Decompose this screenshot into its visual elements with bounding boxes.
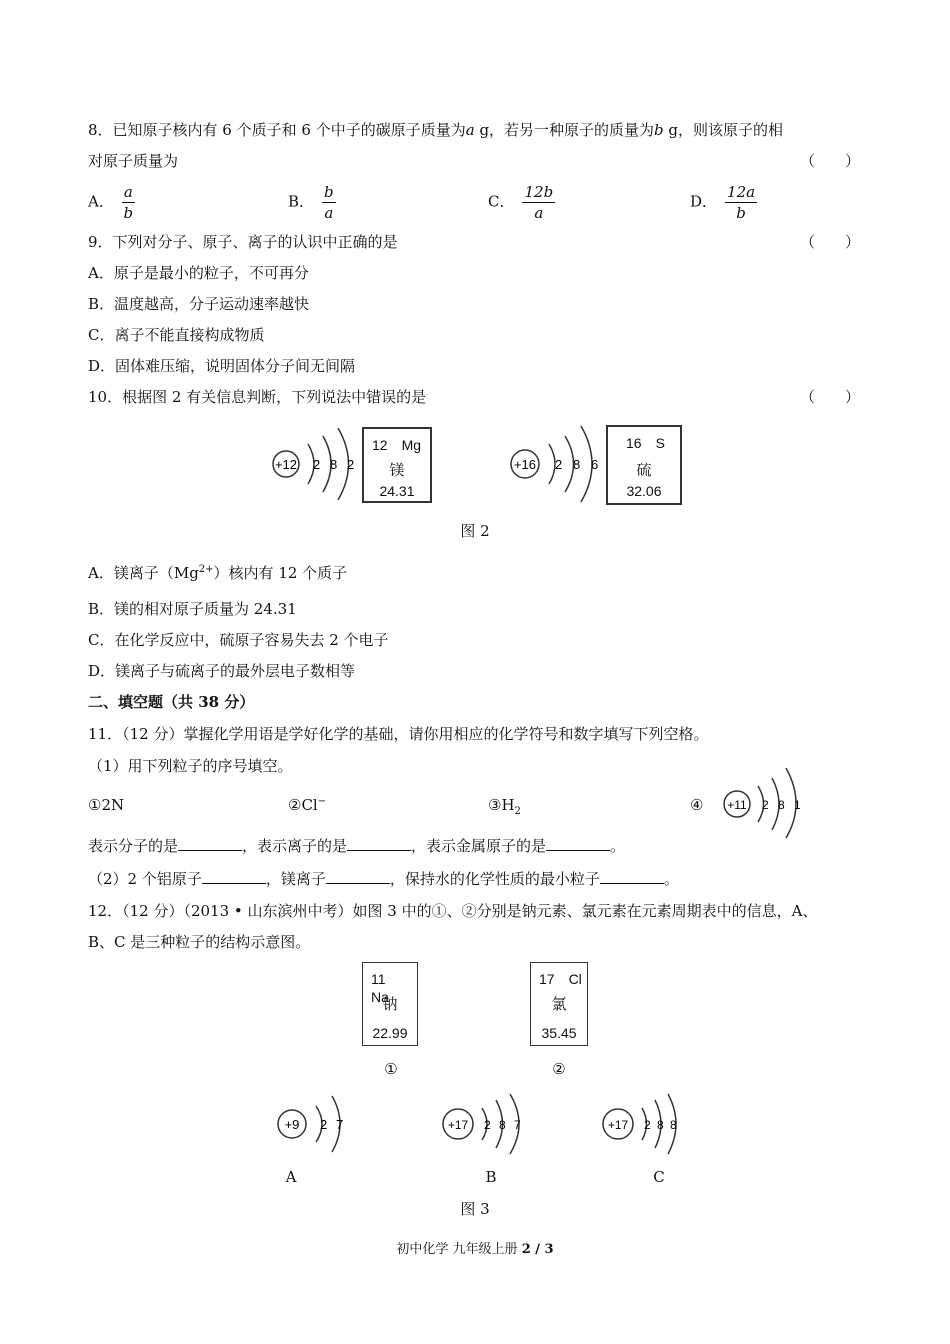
s-chinese-name: 硫 bbox=[636, 461, 652, 479]
particle-b-shell-1: 2 bbox=[484, 1118, 491, 1132]
answer-blank[interactable] bbox=[347, 836, 411, 851]
answer-blank[interactable] bbox=[202, 869, 266, 884]
particle-b-shell-3: 7 bbox=[514, 1118, 521, 1132]
q11-shell-3: 1 bbox=[794, 798, 801, 812]
q9-option-b: B．温度越高，分子运动速率越快 bbox=[88, 295, 310, 313]
particle-b-shell-2: 8 bbox=[499, 1118, 506, 1132]
particle-c-shell-1: 2 bbox=[644, 1118, 651, 1132]
q11-item-3: $③H_2$ bbox=[488, 796, 521, 817]
q11-nucleus-charge: +11 bbox=[727, 798, 747, 812]
cl-atomic-mass: 35.45 bbox=[541, 1025, 577, 1041]
particle-b-diagram bbox=[436, 1092, 534, 1162]
mg-atomic-number-symbol: 12 Mg bbox=[372, 437, 422, 453]
mg-nucleus-charge: +12 bbox=[274, 457, 298, 472]
q9-option-c: C．离子不能直接构成物质 bbox=[88, 326, 265, 344]
particle-a-shell-2: 7 bbox=[336, 1117, 344, 1132]
q12-stem-line2: B、C 是三种粒子的结构示意图。 bbox=[88, 933, 311, 951]
mg-shell-2: 8 bbox=[330, 457, 338, 472]
na-atomic-mass: 22.99 bbox=[372, 1025, 408, 1041]
mg-chinese-name: 镁 bbox=[389, 461, 405, 479]
mg-shell-3: 2 bbox=[347, 457, 355, 472]
particle-c-diagram bbox=[600, 1092, 690, 1162]
q8-option-d: D． $\frac{12a}{b}$ bbox=[690, 183, 756, 222]
q9-answer-paren: （ ） bbox=[800, 233, 861, 251]
q12-stem-line1: 12．（12 分）（2013 • 山东滨州中考）如图 3 中的①、②分别是钠元素、氯元素在元素周期表中的信息，A、 bbox=[88, 902, 818, 920]
page-number: 2 / 3 bbox=[521, 1242, 554, 1257]
q8-option-b: B． $\frac{b}{a}$ bbox=[288, 183, 334, 222]
particle-a-shell-1: 2 bbox=[320, 1117, 328, 1132]
answer-blank[interactable] bbox=[600, 869, 664, 884]
q8-option-c: C． $\frac{12b}{a}$ bbox=[488, 183, 554, 222]
particle-b-label: B bbox=[485, 1168, 497, 1186]
s-atom-structure-diagram bbox=[505, 422, 607, 508]
q9-option-a: A．原子是最小的粒子，不可再分 bbox=[88, 264, 309, 282]
q8-stem-line2: 对原子质量为 bbox=[88, 152, 179, 170]
q10-option-b: B．镁的相对原子质量为 24.31 bbox=[88, 600, 297, 618]
s-atomic-mass: 32.06 bbox=[626, 483, 662, 499]
q11-shell-1: 2 bbox=[762, 798, 769, 812]
q11-shell-2: 8 bbox=[778, 798, 785, 812]
q10-option-c: C．在化学反应中，硫原子容易失去 2 个电子 bbox=[88, 631, 389, 649]
mg-atomic-mass: 24.31 bbox=[379, 483, 415, 499]
na-atomic-number-symbol: 11 Na bbox=[371, 971, 400, 1005]
q11-fill-line-2: （2）2 个铝原子 ，镁离子 ，保持水的化学性质的最小粒子 。 bbox=[88, 870, 679, 888]
q11-stem: 11．（12 分）掌握化学用语是学好化学的基础，请你用相应的化学符号和数字填写下列空格。 bbox=[88, 725, 709, 743]
particle-c-nucleus-charge: +17 bbox=[607, 1118, 629, 1132]
q11-item-1: ①2N bbox=[88, 796, 125, 814]
mg-atom-structure-diagram bbox=[268, 422, 363, 508]
q11-item-4: ④ bbox=[690, 796, 704, 814]
section-2-heading: 二、填空题（共 38 分） bbox=[88, 693, 255, 711]
s-shell-2: 8 bbox=[573, 457, 581, 472]
cl-atomic-number-symbol: 17 Cl bbox=[539, 971, 582, 987]
q8-option-a: A． $\frac{a}{b}$ bbox=[88, 183, 134, 222]
s-element-card bbox=[606, 425, 682, 505]
s-atomic-number-symbol: 16 S bbox=[626, 435, 665, 451]
particle-a-label: A bbox=[285, 1168, 297, 1186]
answer-blank[interactable] bbox=[546, 836, 610, 851]
q10-option-a: A．镁离子$(Mg^{2+})$核内有 12 个质子 bbox=[88, 564, 348, 582]
q10-stem: 10．根据图 2 有关信息判断，下列说法中错误的是 bbox=[88, 388, 427, 406]
cl-chinese-name: 氯 bbox=[551, 995, 567, 1013]
particle-c-label: C bbox=[653, 1168, 665, 1186]
cl-element-card bbox=[530, 962, 588, 1046]
q9-stem: 9．下列对分子、原子、离子的认识中正确的是 bbox=[88, 233, 398, 251]
q11-sodium-atom-diagram bbox=[720, 764, 810, 840]
answer-blank[interactable] bbox=[326, 869, 390, 884]
particle-c-shell-3: 8 bbox=[670, 1118, 677, 1132]
figure-2-caption: 图 2 bbox=[460, 522, 490, 540]
q10-answer-paren: （ ） bbox=[800, 388, 861, 406]
cl-card-marker: ② bbox=[552, 1060, 566, 1078]
page-footer: 初中化学 九年级上册 2 / 3 bbox=[396, 1242, 554, 1257]
q11-sub1: （1）用下列粒子的序号填空。 bbox=[88, 757, 293, 775]
na-element-card bbox=[362, 962, 418, 1046]
mg-shell-1: 2 bbox=[313, 457, 321, 472]
figure-3-caption: 图 3 bbox=[460, 1200, 490, 1218]
s-shell-1: 2 bbox=[555, 457, 563, 472]
answer-blank[interactable] bbox=[178, 836, 242, 851]
na-card-marker: ① bbox=[384, 1060, 398, 1078]
particle-a-nucleus-charge: +9 bbox=[284, 1117, 300, 1132]
na-chinese-name: 钠 bbox=[382, 995, 398, 1013]
particle-a-diagram bbox=[272, 1092, 360, 1162]
q8-stem-line1: 8．已知原子核内有 6 个质子和 6 个中子的碳原子质量为a g，若另一种原子的质量为b g，则该原子的相 bbox=[88, 121, 784, 139]
s-nucleus-charge: +16 bbox=[513, 457, 537, 472]
q10-option-d: D．镁离子与硫离子的最外层电子数相等 bbox=[88, 662, 356, 680]
particle-b-nucleus-charge: +17 bbox=[447, 1118, 469, 1132]
q8-answer-paren: （ ） bbox=[800, 152, 861, 170]
s-shell-3: 6 bbox=[591, 457, 599, 472]
q9-option-d: D．固体难压缩，说明固体分子间无间隔 bbox=[88, 357, 356, 375]
q11-item-2: ②Cl− bbox=[288, 796, 327, 814]
q11-fill-line-1: 表示分子的是 ，表示离子的是 ，表示金属原子的是 。 bbox=[88, 837, 626, 855]
particle-c-shell-2: 8 bbox=[657, 1118, 664, 1132]
mg-element-card bbox=[362, 427, 432, 503]
